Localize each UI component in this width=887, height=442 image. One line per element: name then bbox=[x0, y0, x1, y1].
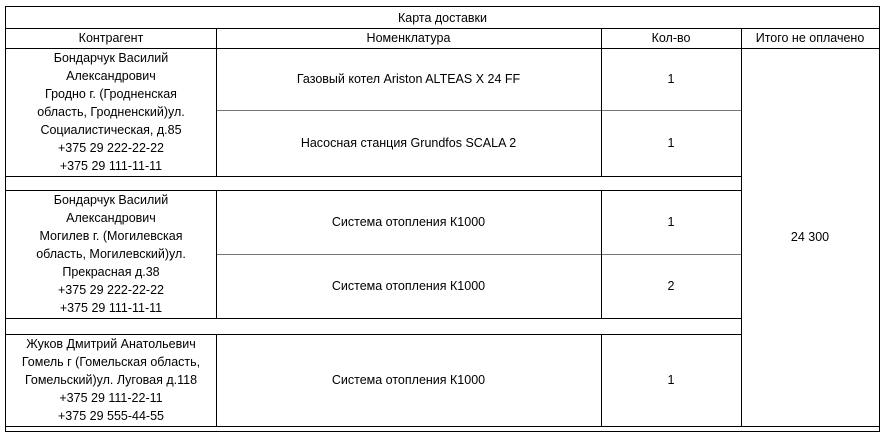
item-name: Система отопления К1000 bbox=[331, 373, 486, 387]
item-qty: 1 bbox=[667, 72, 675, 86]
header-nomenclature: Номенклатура bbox=[366, 31, 451, 45]
header-counterparty: Контрагент bbox=[78, 31, 144, 45]
item-qty: 1 bbox=[667, 136, 675, 150]
order-counterparty: Бондарчук Василий Александрович Гродно г. (Гродненская область, Гродненский)ул. Социалистическая, д.85 +375 29 222-22-22 +375 29 111-11-11 bbox=[37, 51, 185, 173]
order-counterparty: Бондарчук Василий Александрович Могилев г. (Могилевская область, Могилевский)ул. Прекрасная д.38 +375 29 222-22-22 +375 29 111-11-11 bbox=[36, 193, 186, 315]
item-name: Газовый котел Ariston ALTEAS X 24 FF bbox=[296, 72, 521, 86]
item-qty: 1 bbox=[667, 373, 675, 387]
item-qty: 1 bbox=[667, 215, 675, 229]
order-counterparty: Жуков Дмитрий Анатольевич Гомель г (Гомельская область, Гомельский)ул. Луговая д.118 +375 29 111-22-11 +375 29 555-44-55 bbox=[21, 337, 201, 423]
item-name: Система отопления К1000 bbox=[331, 215, 486, 229]
item-name: Система отопления К1000 bbox=[331, 279, 486, 293]
table-title: Карта доставки bbox=[397, 10, 488, 25]
delivery-map-table bbox=[5, 6, 880, 432]
header-unpaid: Итого не оплачено bbox=[755, 31, 865, 45]
item-qty: 2 bbox=[667, 279, 675, 293]
header-qty: Кол-во bbox=[651, 31, 691, 45]
item-name: Насосная станция Grundfos SCALA 2 bbox=[300, 136, 517, 150]
total-unpaid: 24 300 bbox=[790, 230, 830, 244]
